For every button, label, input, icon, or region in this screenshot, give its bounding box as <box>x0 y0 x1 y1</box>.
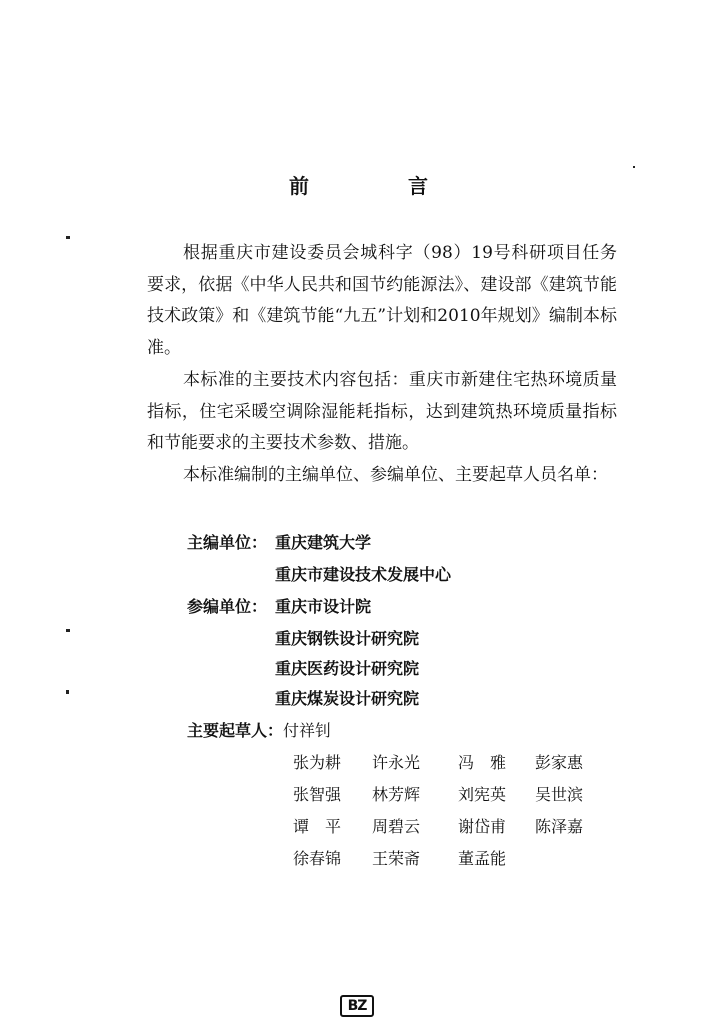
scan-speck <box>66 690 69 694</box>
drafter-first: 付祥钊 <box>283 721 332 740</box>
page-title: 前 言 <box>289 174 474 198</box>
drafter-name: 张智强 <box>293 785 342 804</box>
drafter-name: 谢岱甫 <box>458 817 507 836</box>
participant-org-3: 重庆医药设计研究院 <box>275 659 420 678</box>
drafter-name: 谭 平 <box>293 817 342 836</box>
bz-logo: BZ <box>340 995 374 1017</box>
paragraph-2: 本标准的主要技术内容包括：重庆市新建住宅热环境质量指标，住宅采暖空调除湿能耗指标，达到建筑热环境质量指标和节能要求的主要技术参数、措施。 <box>147 370 617 454</box>
drafter-name: 王荣斋 <box>372 849 421 868</box>
scan-speck <box>66 629 70 632</box>
drafter-name: 徐春锦 <box>293 849 342 868</box>
participant-org-4: 重庆煤炭设计研究院 <box>275 689 420 708</box>
paragraph-3: 本标准编制的主编单位、参编单位、主要起草人员名单： <box>183 465 608 485</box>
chief-editor-org-1: 重庆建筑大学 <box>275 533 372 552</box>
participant-org-2: 重庆钢铁设计研究院 <box>275 629 420 648</box>
chief-editor-label: 主编单位： <box>187 533 268 552</box>
drafter-name: 彭家惠 <box>535 753 584 772</box>
drafter-name: 董孟能 <box>458 849 507 868</box>
drafter-name: 林芳辉 <box>372 785 421 804</box>
drafter-name: 许永光 <box>372 753 421 772</box>
drafter-name: 刘宪英 <box>458 785 507 804</box>
participants-label: 参编单位： <box>187 597 268 616</box>
scan-speck <box>66 236 70 239</box>
drafter-name: 陈泽嘉 <box>535 817 584 836</box>
paragraph-1: 根据重庆市建设委员会城科字（98）19号科研项目任务要求，依据《中华人民共和国节约能源法》、建设部《建筑节能技术政策》和《建筑节能“九五”计划和2010年规划》编制本标准。 <box>147 243 617 358</box>
participant-org-1: 重庆市设计院 <box>275 597 372 616</box>
drafters-label: 主要起草人： <box>187 721 284 740</box>
scan-speck <box>633 166 635 168</box>
chief-editor-org-2: 重庆市建设技术发展中心 <box>275 565 452 584</box>
drafter-name: 吴世滨 <box>535 785 584 804</box>
drafter-name: 张为耕 <box>293 753 342 772</box>
drafter-name: 周碧云 <box>372 817 421 836</box>
drafter-name: 冯 雅 <box>458 753 507 772</box>
